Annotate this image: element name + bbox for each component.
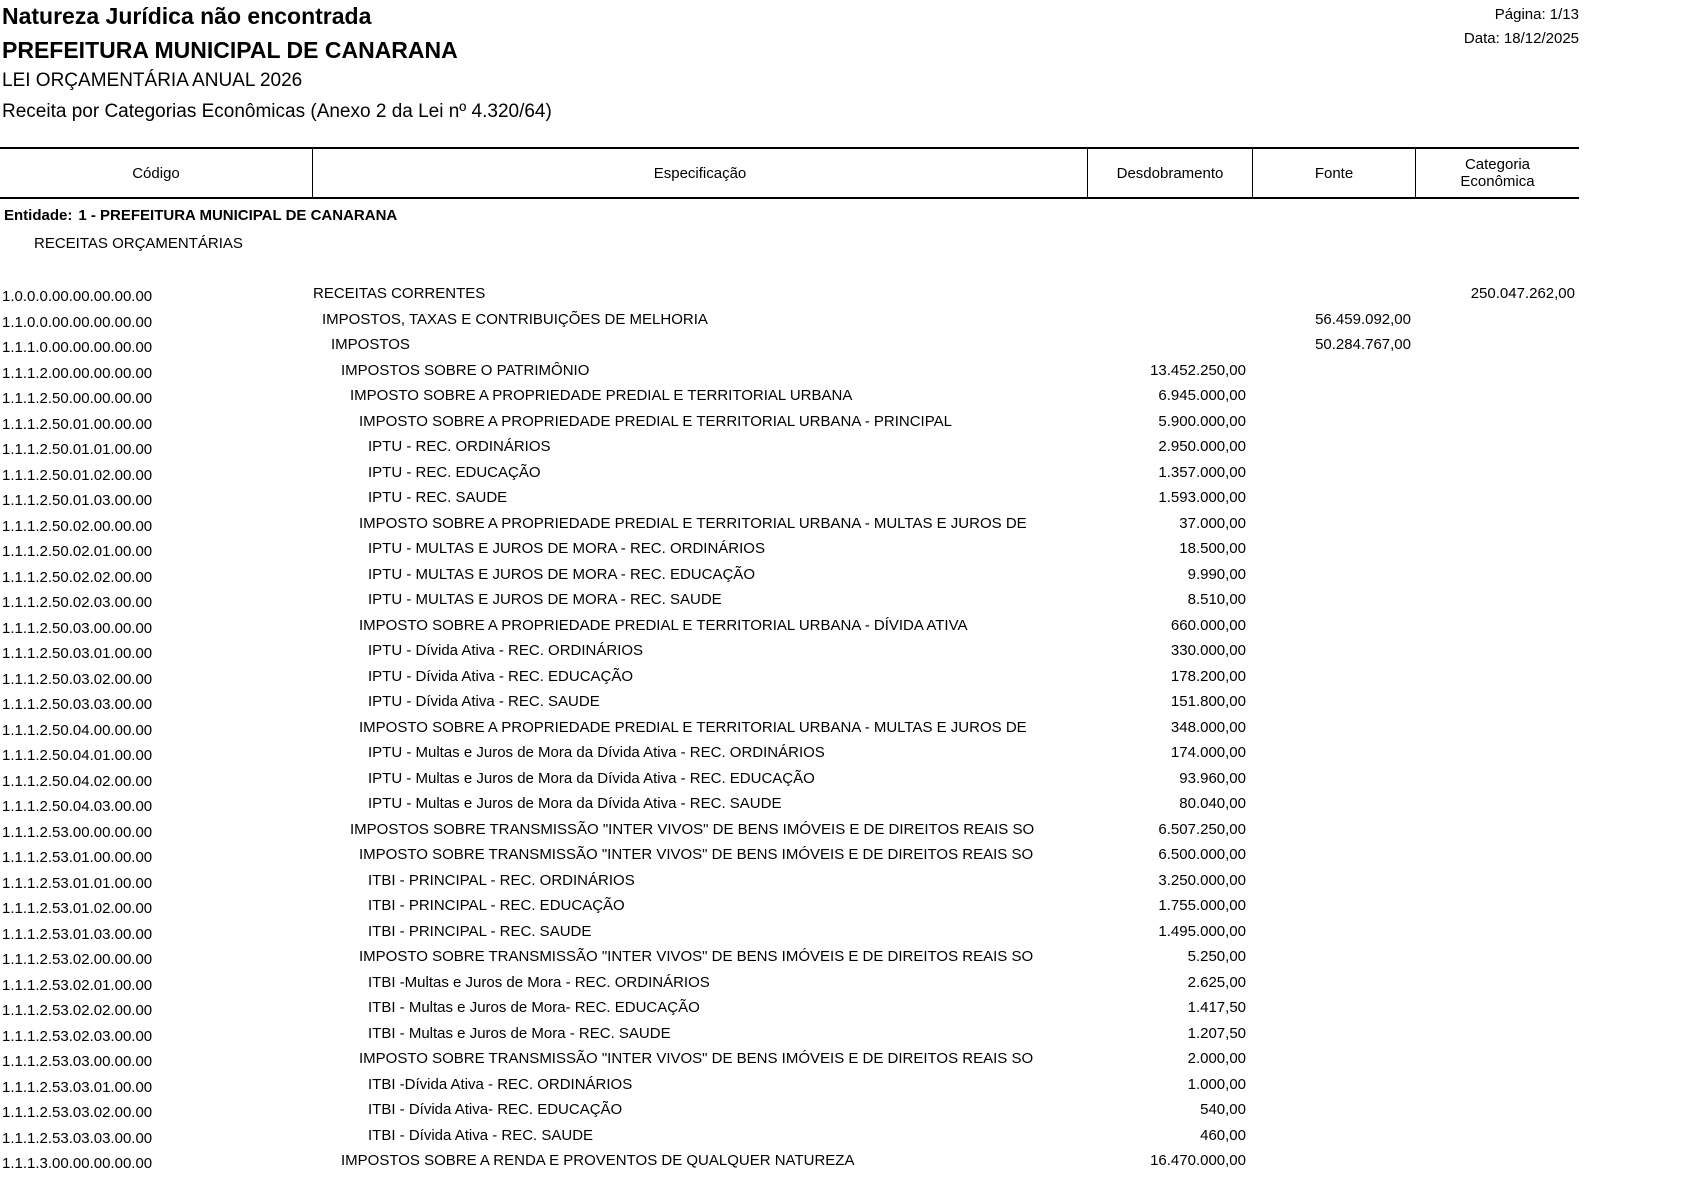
row-desdobramento: 16.470.000,00 [1150, 1152, 1246, 1169]
row-especificacao: IPTU - REC. SAUDE [368, 489, 508, 506]
table-row [0, 947, 1579, 973]
row-desdobramento: 1.000,00 [1187, 1075, 1246, 1093]
row-code: 1.1.1.2.53.03.02.00.00 [2, 1104, 153, 1121]
header-line-4: Receita por Categorias Econômicas (Anexo 2 da Lei nº 4.320/64) [2, 101, 552, 122]
row-desdobramento: 460,00 [1200, 1126, 1246, 1144]
row-especificacao: IPTU - Dívida Ativa - REC. ORDINÁRIOS [368, 642, 644, 659]
row-code: 1.1.1.2.53.03.00.00.00 [2, 1053, 153, 1070]
row-especificacao: IPTU - Multas e Juros de Mora da Dívida Ativa - REC. SAUDE [368, 795, 782, 812]
table-row [0, 896, 1579, 922]
table-row [0, 539, 1579, 565]
row-code: 1.1.1.2.50.01.02.00.00 [2, 466, 153, 484]
row-code: 1.1.1.0.00.00.00.00.00 [2, 339, 153, 356]
row-code: 1.1.1.2.53.01.02.00.00 [2, 900, 153, 917]
column-header-fonte: Fonte [1253, 149, 1416, 197]
report-date: Data: 18/12/2025 [1463, 30, 1579, 47]
row-code: 1.1.1.2.00.00.00.00.00 [2, 364, 153, 382]
row-code: 1.1.1.2.53.02.01.00.00 [2, 976, 153, 994]
row-especificacao: RECEITAS CORRENTES [313, 285, 486, 302]
row-desdobramento: 8.510,00 [1187, 591, 1246, 608]
table-row [0, 463, 1579, 489]
row-especificacao: ITBI -Dívida Ativa - REC. ORDINÁRIOS [368, 1075, 633, 1093]
table-row [0, 1024, 1579, 1050]
table-row [0, 361, 1579, 387]
row-desdobramento: 178.200,00 [1170, 667, 1246, 685]
table-row [0, 641, 1579, 667]
row-especificacao: IMPOSTOS, TAXAS E CONTRIBUIÇÕES DE MELHORIA [322, 310, 708, 328]
row-especificacao: ITBI - Dívida Ativa- REC. EDUCAÇÃO [368, 1101, 623, 1118]
table-row [0, 871, 1579, 897]
row-code: 1.1.1.2.50.01.03.00.00 [2, 492, 153, 509]
row-code: 1.1.1.2.50.02.01.00.00 [2, 543, 153, 560]
row-especificacao: IPTU - Dívida Ativa - REC. EDUCAÇÃO [368, 667, 634, 685]
table-row [0, 922, 1579, 948]
row-code: 1.1.1.2.50.00.00.00.00 [2, 390, 153, 407]
row-especificacao: IPTU - Dívida Ativa - REC. SAUDE [368, 693, 600, 710]
row-code: 1.1.1.2.53.03.01.00.00 [2, 1078, 153, 1096]
row-especificacao: IPTU - REC. EDUCAÇÃO [368, 463, 541, 481]
table-row [0, 667, 1579, 693]
row-code: 1.1.1.2.53.02.03.00.00 [2, 1027, 153, 1045]
column-header-desdobramento: Desdobramento [1088, 149, 1253, 197]
table-header [0, 147, 1579, 199]
row-especificacao: IMPOSTO SOBRE TRANSMISSÃO "INTER VIVOS" DE BENS IMÓVEIS E DE DIREITOS REAIS SO [359, 846, 1034, 863]
row-desdobramento: 93.960,00 [1179, 769, 1246, 787]
row-code: 1.1.0.0.00.00.00.00.00 [2, 313, 153, 331]
row-especificacao: IPTU - Multas e Juros de Mora da Dívida Ativa - REC. ORDINÁRIOS [368, 744, 825, 761]
row-desdobramento: 1.417,50 [1187, 999, 1246, 1016]
row-code: 1.1.1.2.50.04.03.00.00 [2, 798, 153, 815]
row-code: 1.1.1.2.50.02.02.00.00 [2, 568, 153, 586]
table-row [0, 998, 1579, 1024]
row-desdobramento: 2.950.000,00 [1158, 438, 1246, 455]
table-row [0, 769, 1579, 795]
row-especificacao: IMPOSTOS [331, 336, 410, 353]
row-desdobramento: 1.357.000,00 [1158, 463, 1246, 481]
section-title: RECEITAS ORÇAMENTÁRIAS [34, 235, 243, 252]
table-row [0, 1151, 1579, 1177]
row-especificacao: ITBI - PRINCIPAL - REC. ORDINÁRIOS [368, 871, 635, 889]
table-row [0, 845, 1579, 871]
row-especificacao: ITBI - PRINCIPAL - REC. EDUCAÇÃO [368, 897, 625, 914]
column-header-especificacao: Especificação [313, 149, 1088, 197]
row-fonte: 50.284.767,00 [1315, 336, 1411, 353]
table-row [0, 284, 1579, 310]
row-code: 1.1.1.2.50.04.02.00.00 [2, 772, 153, 790]
table-body [0, 284, 1579, 1177]
row-desdobramento: 540,00 [1200, 1101, 1246, 1118]
row-code: 1.1.1.2.50.01.00.00.00 [2, 415, 153, 433]
row-especificacao: ITBI -Multas e Juros de Mora - REC. ORDINÁRIOS [368, 973, 710, 991]
column-header-codigo: Código [0, 149, 313, 197]
row-especificacao: ITBI - PRINCIPAL - REC. SAUDE [368, 922, 592, 940]
row-especificacao: IMPOSTO SOBRE A PROPRIEDADE PREDIAL E TERRITORIAL URBANA - DÍVIDA ATIVA [359, 616, 968, 634]
table-row [0, 718, 1579, 744]
row-code: 1.1.1.3.00.00.00.00.00 [2, 1155, 153, 1172]
table-row [0, 437, 1579, 463]
table-row [0, 310, 1579, 336]
row-desdobramento: 18.500,00 [1179, 540, 1246, 557]
row-desdobramento: 330.000,00 [1170, 642, 1246, 659]
table-row [0, 335, 1579, 361]
row-desdobramento: 6.500.000,00 [1158, 846, 1246, 863]
row-code: 1.0.0.0.00.00.00.00.00 [2, 288, 153, 305]
row-desdobramento: 174.000,00 [1170, 744, 1246, 761]
row-code: 1.1.1.2.50.03.03.00.00 [2, 696, 153, 713]
row-code: 1.1.1.2.53.01.01.00.00 [2, 874, 153, 892]
row-code: 1.1.1.2.53.01.00.00.00 [2, 849, 153, 866]
row-desdobramento: 80.040,00 [1179, 795, 1246, 812]
row-desdobramento: 2.000,00 [1187, 1050, 1246, 1067]
row-desdobramento: 5.900.000,00 [1158, 412, 1246, 430]
table-row [0, 590, 1579, 616]
row-code: 1.1.1.2.53.00.00.00.00 [2, 823, 153, 841]
table-row [0, 565, 1579, 591]
row-code: 1.1.1.2.53.01.03.00.00 [2, 925, 153, 943]
row-desdobramento: 9.990,00 [1187, 565, 1246, 583]
row-especificacao: IMPOSTOS SOBRE TRANSMISSÃO "INTER VIVOS" DE BENS IMÓVEIS E DE DIREITOS REAIS SO [350, 820, 1035, 838]
table-row [0, 692, 1579, 718]
row-desdobramento: 2.625,00 [1187, 973, 1246, 991]
row-especificacao: IPTU - MULTAS E JUROS DE MORA - REC. EDUCAÇÃO [368, 565, 755, 583]
table-row [0, 820, 1579, 846]
row-desdobramento: 1.207,50 [1187, 1024, 1246, 1042]
page-number: Página: 1/13 [1494, 6, 1579, 23]
row-code: 1.1.1.2.50.04.00.00.00 [2, 721, 153, 739]
row-especificacao: IPTU - MULTAS E JUROS DE MORA - REC. ORDINÁRIOS [368, 540, 765, 557]
row-desdobramento: 13.452.250,00 [1150, 361, 1246, 379]
table-row [0, 386, 1579, 412]
entity-value: 1 - PREFEITURA MUNICIPAL DE CANARANA [78, 207, 398, 224]
row-code: 1.1.1.2.53.02.02.00.00 [2, 1002, 153, 1019]
row-especificacao: ITBI - Multas e Juros de Mora- REC. EDUCAÇÃO [368, 999, 700, 1016]
header-line-2: PREFEITURA MUNICIPAL DE CANARANA [2, 37, 458, 63]
row-desdobramento: 1.755.000,00 [1158, 897, 1246, 914]
row-especificacao: IMPOSTOS SOBRE A RENDA E PROVENTOS DE QUALQUER NATUREZA [341, 1152, 855, 1169]
table-row [0, 488, 1579, 514]
row-especificacao: IMPOSTO SOBRE A PROPRIEDADE PREDIAL E TERRITORIAL URBANA - MULTAS E JUROS DE [359, 718, 1027, 736]
row-especificacao: IMPOSTO SOBRE A PROPRIEDADE PREDIAL E TERRITORIAL URBANA - PRINCIPAL [359, 412, 952, 430]
row-especificacao: IPTU - Multas e Juros de Mora da Dívida Ativa - REC. EDUCAÇÃO [368, 769, 815, 787]
row-especificacao: IMPOSTO SOBRE A PROPRIEDADE PREDIAL E TERRITORIAL URBANA - MULTAS E JUROS DE [359, 514, 1027, 532]
row-especificacao: IPTU - REC. ORDINÁRIOS [368, 438, 551, 455]
row-desdobramento: 1.495.000,00 [1158, 922, 1246, 940]
row-code: 1.1.1.2.50.02.00.00.00 [2, 517, 153, 535]
row-especificacao: IMPOSTO SOBRE TRANSMISSÃO "INTER VIVOS" DE BENS IMÓVEIS E DE DIREITOS REAIS SO [359, 948, 1034, 965]
table-row [0, 1075, 1579, 1101]
row-fonte: 56.459.092,00 [1315, 310, 1411, 328]
table-row [0, 616, 1579, 642]
header-line-1: Natureza Jurídica não encontrada [2, 3, 372, 29]
row-desdobramento: 6.945.000,00 [1158, 387, 1246, 404]
row-desdobramento: 5.250,00 [1187, 948, 1246, 965]
row-especificacao: ITBI - Multas e Juros de Mora - REC. SAUDE [368, 1024, 671, 1042]
entity-line [4, 207, 397, 224]
table-row [0, 1100, 1579, 1126]
row-code: 1.1.1.2.50.03.01.00.00 [2, 645, 153, 662]
row-especificacao: ITBI - Dívida Ativa - REC. SAUDE [368, 1126, 594, 1144]
row-desdobramento: 3.250.000,00 [1158, 871, 1246, 889]
row-code: 1.1.1.2.50.01.01.00.00 [2, 441, 153, 458]
table-row [0, 973, 1579, 999]
table-row [0, 1126, 1579, 1152]
row-especificacao: IMPOSTO SOBRE TRANSMISSÃO "INTER VIVOS" DE BENS IMÓVEIS E DE DIREITOS REAIS SO [359, 1050, 1034, 1067]
row-desdobramento: 348.000,00 [1170, 718, 1246, 736]
table-row [0, 794, 1579, 820]
row-especificacao: IMPOSTOS SOBRE O PATRIMÔNIO [341, 361, 590, 379]
row-code: 1.1.1.2.50.04.01.00.00 [2, 747, 153, 764]
entity-label: Entidade: [4, 207, 73, 224]
row-especificacao: IMPOSTO SOBRE A PROPRIEDADE PREDIAL E TERRITORIAL URBANA [350, 387, 853, 404]
table-row [0, 514, 1579, 540]
row-desdobramento: 660.000,00 [1170, 616, 1246, 634]
row-code: 1.1.1.2.50.03.02.00.00 [2, 670, 153, 688]
column-header-categoria: Categoria Econômica [1460, 156, 1535, 190]
row-desdobramento: 37.000,00 [1179, 514, 1246, 532]
row-code: 1.1.1.2.50.02.03.00.00 [2, 594, 153, 611]
table-row [0, 743, 1579, 769]
table-row [0, 412, 1579, 438]
header-line-3: LEI ORÇAMENTÁRIA ANUAL 2026 [2, 70, 303, 91]
row-categoria: 250.047.262,00 [1470, 285, 1575, 302]
row-desdobramento: 151.800,00 [1170, 693, 1246, 710]
row-code: 1.1.1.2.53.02.00.00.00 [2, 951, 153, 968]
row-code: 1.1.1.2.53.03.03.00.00 [2, 1129, 153, 1147]
row-desdobramento: 6.507.250,00 [1158, 820, 1246, 838]
row-code: 1.1.1.2.50.03.00.00.00 [2, 619, 153, 637]
row-desdobramento: 1.593.000,00 [1158, 489, 1246, 506]
table-row [0, 1049, 1579, 1075]
row-especificacao: IPTU - MULTAS E JUROS DE MORA - REC. SAUDE [368, 591, 722, 608]
